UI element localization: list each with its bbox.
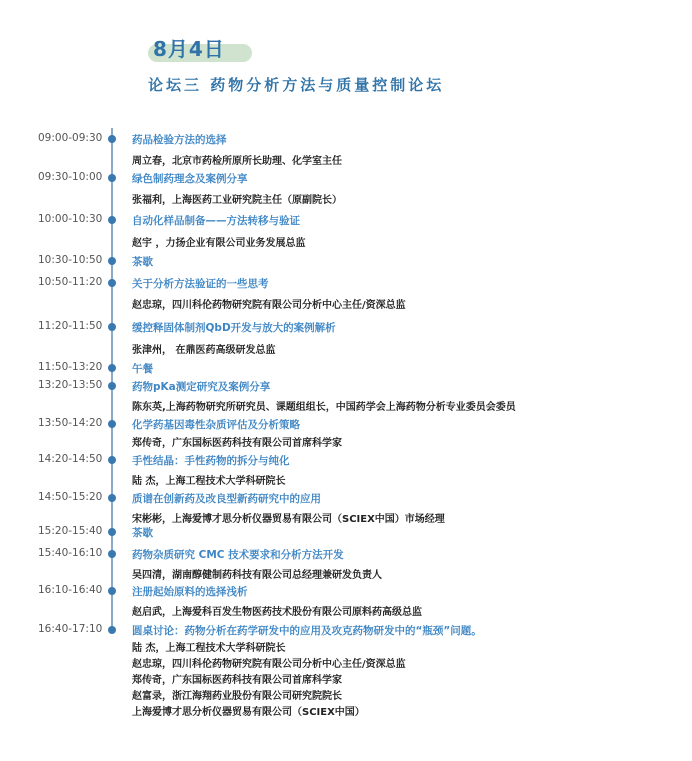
timeline-dot-icon (108, 494, 116, 502)
session-speaker: 陆 杰，上海工程技术大学科研院长 (132, 476, 286, 487)
session-speaker: 赵忠琼，四川科伦药物研究院有限公司分析中心主任/资深总监 (132, 659, 406, 670)
timeline-dot-icon (108, 456, 116, 464)
timeline-dot-icon (108, 550, 116, 558)
session-speaker: 上海爱博才思分析仪器贸易有限公司（SCIEX中国） (132, 707, 365, 718)
session-title: 药品检验方法的选择 (132, 134, 227, 146)
session-title: 化学药基因毒性杂质评估及分析策略 (132, 419, 300, 431)
session-title: 圆桌讨论：药物分析在药学研发中的应用及攻克药物研发中的“瓶颈”问题。 (132, 625, 482, 637)
session-speaker: 赵富录，浙江海翔药业股份有限公司研究院院长 (132, 691, 342, 702)
session-speaker: 赵宇 ，力扬企业有限公司业务发展总监 (132, 238, 306, 249)
session-speaker: 张津州， 在鼎医药高级研发总监 (132, 345, 276, 356)
session-time: 15:40-16:10 (38, 547, 103, 559)
session-speaker: 赵忠琼，四川科伦药物研究院有限公司分析中心主任/资深总监 (132, 300, 406, 311)
session-title: 缓控释固体制剂QbD开发与放大的案例解析 (132, 322, 336, 334)
session-title: 茶歇 (132, 527, 153, 539)
session-time: 15:20-15:40 (38, 525, 103, 537)
timeline-dot-icon (108, 279, 116, 287)
session-title: 绿色制药理念及案例分享 (132, 173, 248, 185)
session-title: 注册起始原料的选择浅析 (132, 586, 248, 598)
session-speaker: 郑传奇，广东国标医药科技有限公司首席科学家 (132, 675, 342, 686)
session-time: 13:50-14:20 (38, 417, 103, 429)
session-speaker: 张福利，上海医药工业研究院主任（原副院长） (132, 195, 342, 206)
session-time: 11:50-13:20 (38, 361, 103, 373)
session-title: 药物杂质研究 CMC 技术要求和分析方法开发 (132, 549, 344, 561)
session-title: 关于分析方法验证的一些思考 (132, 278, 269, 290)
session-title: 药物pKa测定研究及案例分享 (132, 381, 271, 393)
timeline-dot-icon (108, 135, 116, 143)
timeline-dot-icon (108, 528, 116, 536)
timeline-dot-icon (108, 323, 116, 331)
session-speaker: 郑传奇，广东国标医药科技有限公司首席科学家 (132, 438, 342, 449)
timeline-dot-icon (108, 216, 116, 224)
timeline-dot-icon (108, 174, 116, 182)
timeline-dot-icon (108, 257, 116, 265)
session-time: 16:10-16:40 (38, 584, 103, 596)
session-time: 16:40-17:10 (38, 623, 103, 635)
session-time: 09:30-10:00 (38, 171, 103, 183)
session-speaker: 周立春，北京市药检所原所长助理、化学室主任 (132, 156, 342, 167)
timeline-dot-icon (108, 382, 116, 390)
session-title: 质谱在创新药及改良型新药研究中的应用 (132, 493, 321, 505)
session-speaker: 陈东英,上海药物研究所研究员、课题组组长，中国药学会上海药物分析专业委员会委员 (132, 402, 516, 413)
session-time: 09:00-09:30 (38, 132, 103, 144)
session-speaker: 宋彬彬，上海爱博才思分析仪器贸易有限公司（SCIEX中国）市场经理 (132, 514, 445, 525)
session-time: 10:00-10:30 (38, 213, 103, 225)
timeline-dot-icon (108, 420, 116, 428)
session-title: 手性结晶：手性药物的拆分与纯化 (132, 455, 290, 467)
session-time: 11:20-11:50 (38, 320, 103, 332)
session-title: 自动化样品制备——方法转移与验证 (132, 215, 300, 227)
session-title: 午餐 (132, 363, 153, 375)
timeline-dot-icon (108, 626, 116, 634)
session-title: 茶歇 (132, 256, 153, 268)
session-speaker: 赵启武，上海爱科百发生物医药技术股份有限公司原料药高级总监 (132, 607, 422, 618)
forum-title: 论坛三 药物分析方法与质量控制论坛 (148, 76, 445, 94)
session-speaker: 陆 杰，上海工程技术大学科研院长 (132, 643, 286, 654)
session-time: 14:50-15:20 (38, 491, 103, 503)
timeline-dot-icon (108, 587, 116, 595)
timeline-dot-icon (108, 364, 116, 372)
session-time: 10:30-10:50 (38, 254, 103, 266)
session-speaker: 吴四清，湖南醇健制药科技有限公司总经理兼研发负责人 (132, 570, 382, 581)
session-time: 10:50-11:20 (38, 276, 103, 288)
session-time: 13:20-13:50 (38, 379, 103, 391)
date-heading: 8月4日 (153, 37, 225, 61)
session-time: 14:20-14:50 (38, 453, 103, 465)
